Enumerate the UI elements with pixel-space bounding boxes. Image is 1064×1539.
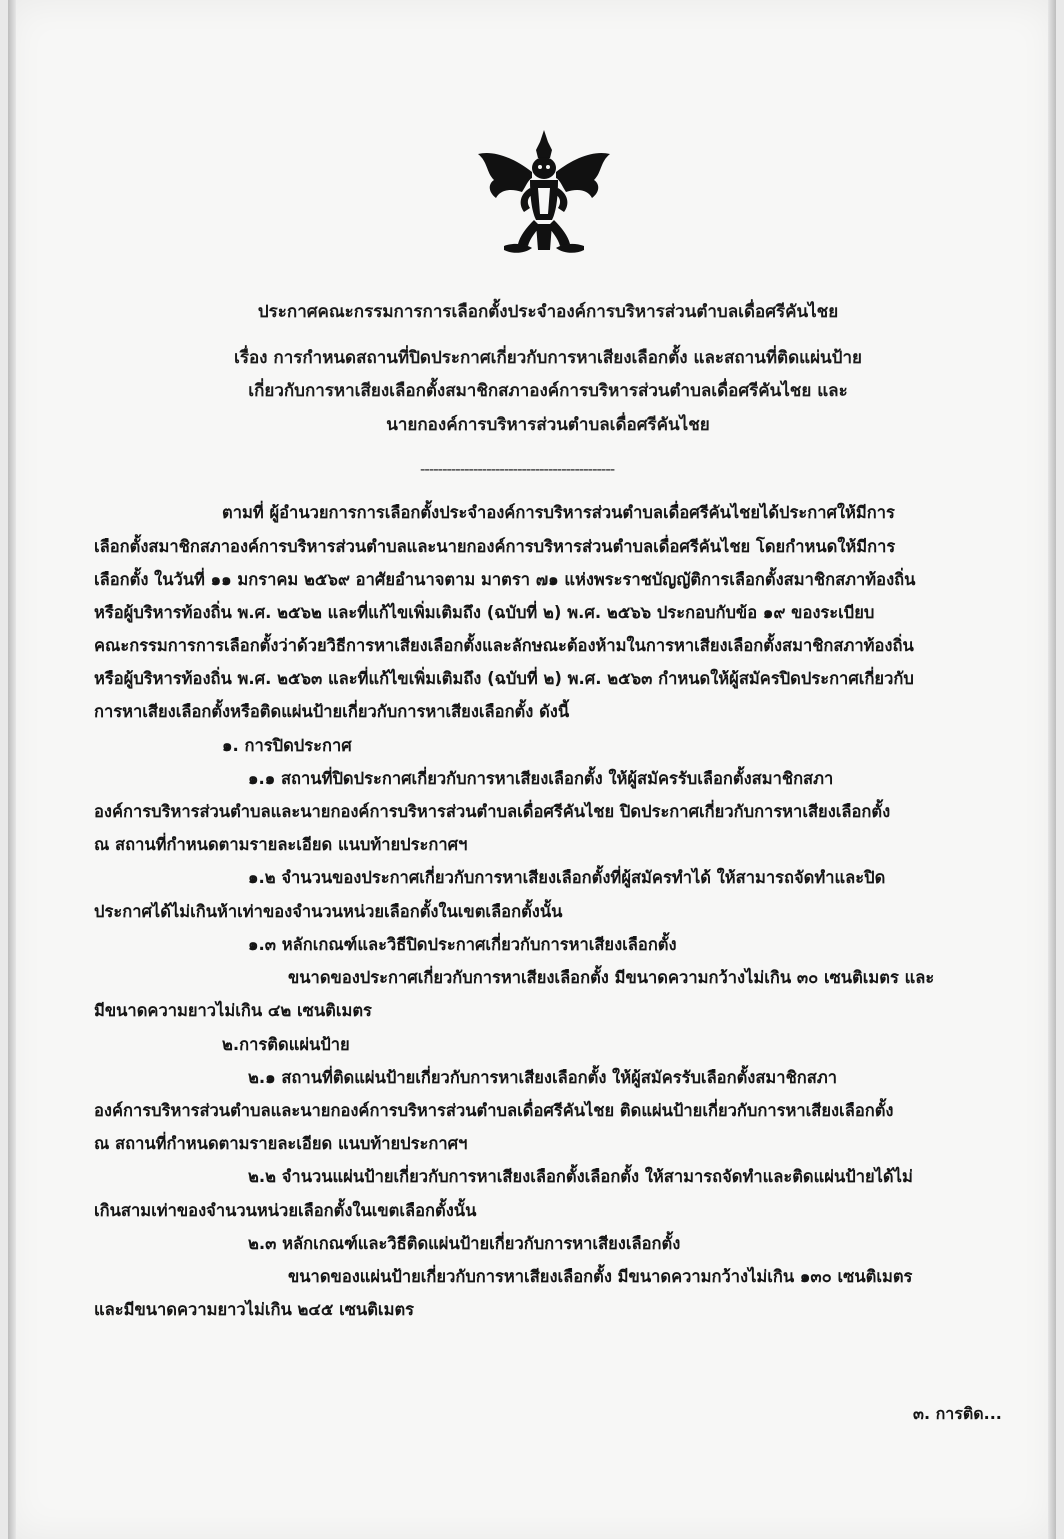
subject-line-1: เรื่อง การกำหนดสถานที่ปิดประกาศเกี่ยวกับการหาเสียงเลือกตั้ง และสถานที่ติดแผ่นป้าย [234, 348, 862, 368]
body-line: ณ สถานที่กำหนดตามรายละเอียด แนบท้ายประกาศฯ [94, 1134, 468, 1153]
body-line: ขนาดของแผ่นป้ายเกี่ยวกับการหาเสียงเลือกตั้ง มีขนาดความกว้างไม่เกิน ๑๓๐ เซนติเมตร [288, 1267, 913, 1286]
body-line: เลือกตั้ง ในวันที่ ๑๑ มกราคม ๒๕๖๙ อาศัยอำนาจตาม มาตรา ๗๑ แห่งพระราชบัญญัติการเลือกตั้งสมาชิกสภาท้องถิ่น [94, 570, 916, 589]
garuda-emblem-icon [474, 128, 614, 258]
body-line: ๑.๒ จำนวนของประกาศเกี่ยวกับการหาเสียงเลือกตั้งที่ผู้สมัครทำได้ ให้สามารถจัดทำและปิด [248, 868, 886, 887]
body-line: การหาเสียงเลือกตั้งหรือติดแผ่นป้ายเกี่ยวกับการหาเสียงเลือกตั้ง ดังนี้ [94, 702, 570, 721]
section-heading: ๒.การติดแผ่นป้าย [222, 1035, 350, 1054]
announcement-title: ประกาศคณะกรรมการการเลือกตั้งประจำองค์การบริหารส่วนตำบลเดื่อศรีคันไชย [257, 302, 839, 322]
body-line: ๒.๒ จำนวนแผ่นป้ายเกี่ยวกับการหาเสียงเลือกตั้งเลือกตั้ง ให้สามารถจัดทำและติดแผ่นป้ายได้ไม่ [248, 1167, 913, 1186]
body-line: ณ สถานที่กำหนดตามรายละเอียด แนบท้ายประกาศฯ [94, 835, 468, 854]
body-line: มีขนาดความยาวไม่เกิน ๔๒ เซนติเมตร [94, 1001, 372, 1020]
body-line: ๒.๑ สถานที่ติดแผ่นป้ายเกี่ยวกับการหาเสียงเลือกตั้ง ให้ผู้สมัครรับเลือกตั้งสมาชิกสภา [248, 1068, 837, 1087]
continuation-note: ๓. การติด... [913, 1404, 1002, 1423]
subsection-heading: ๑.๓ หลักเกณฑ์และวิธีปิดประกาศเกี่ยวกับการหาเสียงเลือกตั้ง [248, 935, 677, 954]
body-line: เลือกตั้งสมาชิกสภาองค์การบริหารส่วนตำบลและนายกองค์การบริหารส่วนตำบลเดื่อศรีคันไชย โดยกำหนดให้มีการ [94, 537, 896, 556]
body-line: องค์การบริหารส่วนตำบลและนายกองค์การบริหารส่วนตำบลเดื่อศรีคันไชย ติดแผ่นป้ายเกี่ยวกับการหาเสียงเลือกตั้ง [94, 1101, 894, 1120]
title-divider: -------------------------------------------- [420, 460, 615, 478]
body-line: และมีขนาดความยาวไม่เกิน ๒๔๕ เซนติเมตร [94, 1300, 415, 1319]
subsection-heading: ๒.๓ หลักเกณฑ์และวิธีติดแผ่นป้ายเกี่ยวกับการหาเสียงเลือกตั้ง [248, 1234, 681, 1253]
subject-line-2: เกี่ยวกับการหาเสียงเลือกตั้งสมาชิกสภาองค์การบริหารส่วนตำบลเดื่อศรีคันไชย และ [248, 381, 848, 401]
body-line: หรือผู้บริหารท้องถิ่น พ.ศ. ๒๕๖๓ และที่แก้ไขเพิ่มเติมถึง (ฉบับที่ ๒) พ.ศ. ๒๕๖๓ กำหนดให้ผู้สมัครปิดประกาศเกี่ยวกับ [94, 669, 914, 688]
section-heading: ๑. การปิดประกาศ [222, 736, 352, 755]
body-line: คณะกรรมการการเลือกตั้งว่าด้วยวิธีการหาเสียงเลือกตั้งและลักษณะต้องห้ามในการหาเสียงเลือกตั้งสมาชิกสภาท้องถิ่น [94, 636, 914, 655]
body-line: เกินสามเท่าของจำนวนหน่วยเลือกตั้งในเขตเลือกตั้งนั้น [94, 1201, 477, 1220]
document-page [8, 0, 1056, 1539]
body-line: ขนาดของประกาศเกี่ยวกับการหาเสียงเลือกตั้ง มีขนาดความกว้างไม่เกิน ๓๐ เซนติเมตร และ [288, 968, 935, 987]
page-edge-right [1048, 0, 1056, 1539]
body-line: องค์การบริหารส่วนตำบลและนายกองค์การบริหารส่วนตำบลเดื่อศรีคันไชย ปิดประกาศเกี่ยวกับการหาเสียงเลือกตั้ง [94, 802, 891, 821]
body-line: หรือผู้บริหารท้องถิ่น พ.ศ. ๒๕๖๒ และที่แก้ไขเพิ่มเติมถึง (ฉบับที่ ๒) พ.ศ. ๒๕๖๖ ประกอบกับข้อ ๑๙ ของระเบียบ [94, 603, 875, 622]
subject-line-3: นายกองค์การบริหารส่วนตำบลเดื่อศรีคันไชย [386, 415, 710, 435]
body-line: ตามที่ ผู้อำนวยการการเลือกตั้งประจำองค์การบริหารส่วนตำบลเดื่อศรีคันไชยได้ประกาศให้มีการ [222, 503, 895, 522]
page-edge-left [8, 0, 16, 1539]
body-line: ประกาศได้ไม่เกินห้าเท่าของจำนวนหน่วยเลือกตั้งในเขตเลือกตั้งนั้น [94, 902, 563, 921]
body-line: ๑.๑ สถานที่ปิดประกาศเกี่ยวกับการหาเสียงเลือกตั้ง ให้ผู้สมัครรับเลือกตั้งสมาชิกสภา [248, 769, 834, 788]
